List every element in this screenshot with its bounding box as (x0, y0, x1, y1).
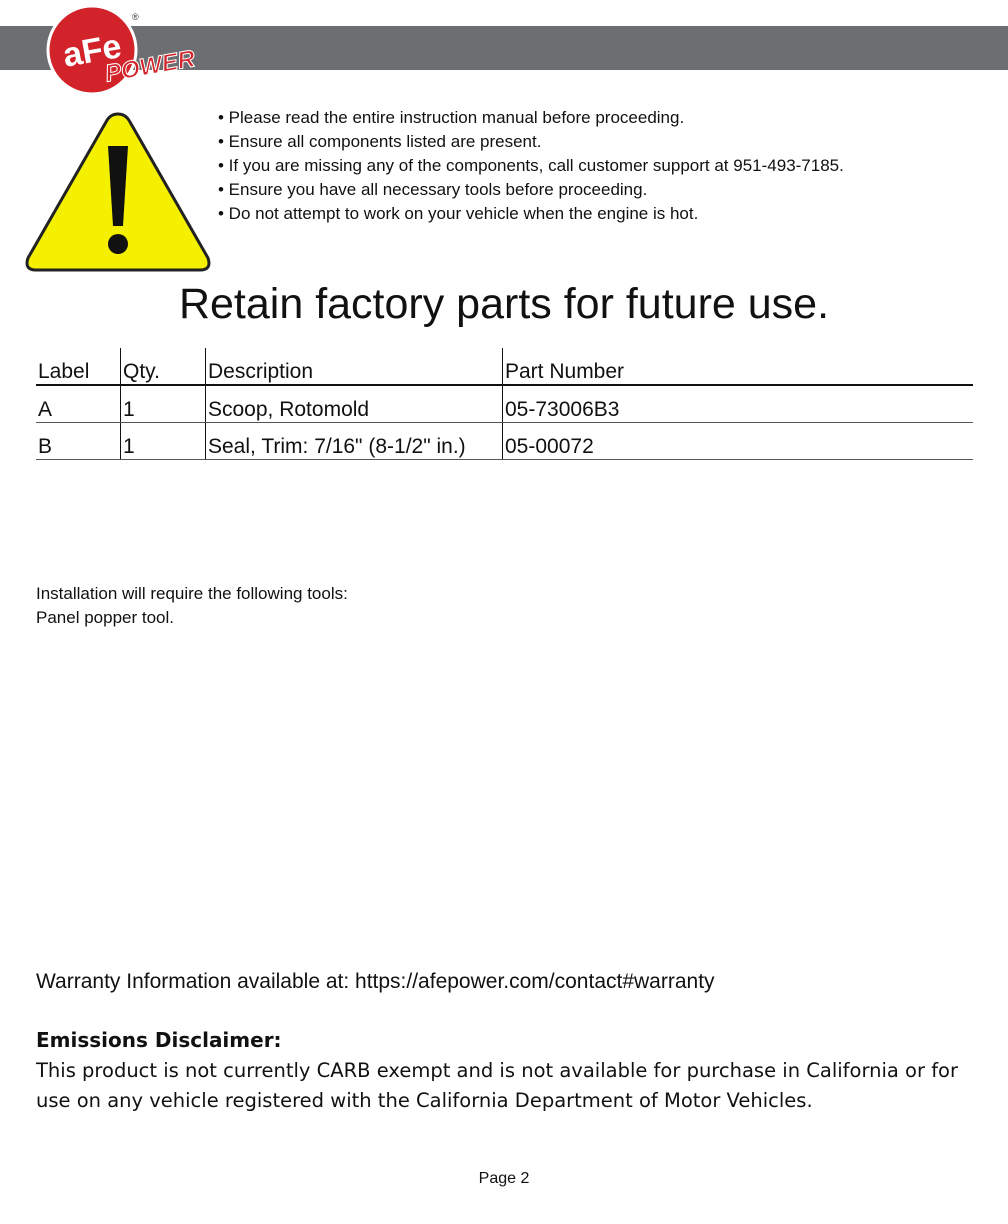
cell-description: Seal, Trim: 7/16" (8-1/2" in.) (206, 423, 503, 460)
warning-item: • Please read the entire instruction manual before proceeding. (218, 108, 685, 127)
page-number: Page 2 (478, 1170, 530, 1187)
page-headline: Retain factory parts for future use. (178, 280, 830, 328)
cell-qty: 1 (121, 385, 206, 423)
logo-wordmark: aFe (60, 27, 125, 75)
header-part-number: Part Number (503, 348, 974, 385)
header-label: Label (36, 348, 121, 385)
header-qty: Qty. (121, 348, 206, 385)
cell-label: B (36, 423, 121, 460)
warning-item: • Ensure you have all necessary tools before proceeding. (218, 180, 648, 199)
cell-part-number: 05-73006B3 (503, 385, 974, 423)
afe-power-logo (42, 2, 202, 98)
safety-warnings-list (218, 106, 844, 226)
table-row (36, 423, 973, 460)
tools-list: Panel popper tool. (36, 608, 174, 627)
warranty-info: Warranty Information available at: https://afepower.com/contact#warranty (36, 970, 715, 993)
cell-description: Scoop, Rotomold (206, 385, 503, 423)
table-row (36, 385, 973, 423)
tools-intro: Installation will require the following tools: (36, 584, 348, 603)
warning-icon (22, 108, 214, 276)
logo-subtext: POWER (103, 45, 198, 88)
tools-section (36, 582, 348, 630)
cell-part-number: 05-00072 (503, 423, 974, 460)
warning-item: • Ensure all components listed are present. (218, 132, 542, 151)
warning-item: • If you are missing any of the components, call customer support at 951-493-7185. (218, 156, 844, 175)
logo-registered-mark: ® (132, 12, 139, 22)
parts-table (36, 348, 973, 460)
table-header-row (36, 348, 973, 385)
cell-label: A (36, 385, 121, 423)
emissions-title: Emissions Disclaimer: (36, 1028, 282, 1052)
emissions-text: This product is not currently CARB exempt and is not available for purchase in California or for use on any vehicle registered with the California Department of Motor Vehicles. (36, 1059, 959, 1112)
warning-item: • Do not attempt to work on your vehicle when the engine is hot. (218, 204, 699, 223)
header-description: Description (206, 348, 503, 385)
cell-qty: 1 (121, 423, 206, 460)
